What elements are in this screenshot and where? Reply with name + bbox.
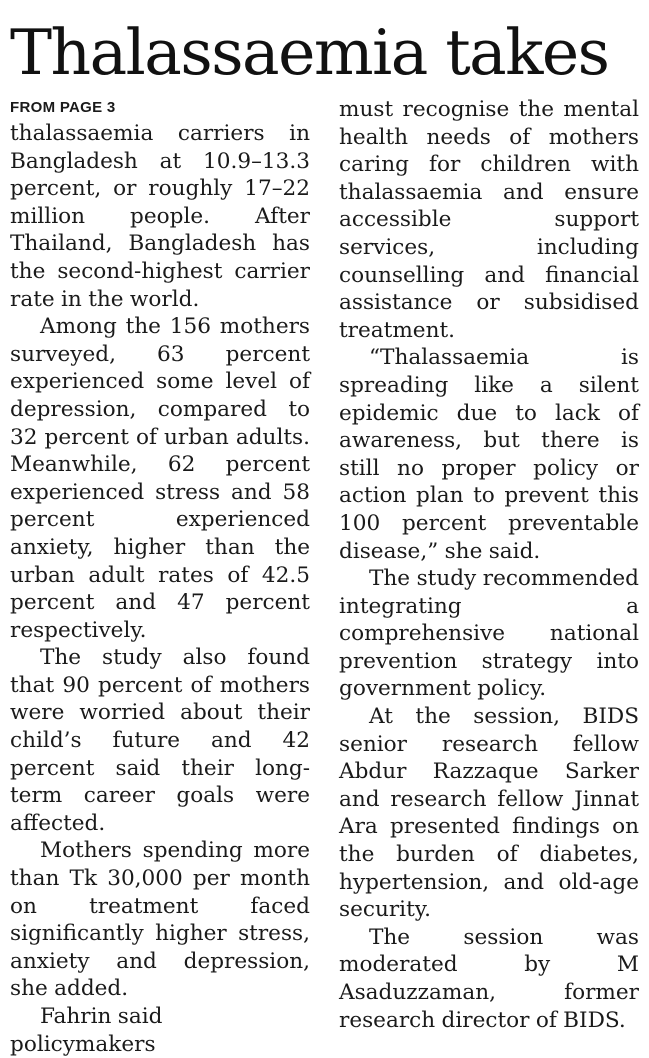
right-column: [339, 96, 639, 1034]
body-paragraph: Fahrin said policymakers: [10, 1004, 163, 1057]
continuation-kicker: FROM PAGE 3: [10, 99, 116, 116]
body-paragraph: The study also found that 90 percent of mothers were worried about their child’s future and 42 percent said their long-term career goals were affected.: [10, 645, 310, 836]
body-paragraph: thalassaemia carriers in Bangladesh at 10.9–13.3 percent, or roughly 17–22 million people. After Thailand, Bangladesh has the second-highest carrier rate in the world.: [10, 121, 310, 312]
body-paragraph: Mothers spending more than Tk 30,000 per month on treatment faced significantly higher stress, anxiety and depression, she added.: [10, 838, 310, 1002]
headline: Thalassaemia takes: [10, 16, 609, 89]
body-paragraph: The study recommended integrating a comprehensive national prevention strategy into government policy.: [339, 566, 639, 702]
left-column: [10, 96, 310, 1058]
body-paragraph: “Thalassaemia is spreading like a silent epidemic due to lack of awareness, but there is still no proper policy or action plan to prevent this 100 percent preventable disease,” she said.: [339, 345, 639, 564]
body-paragraph: must recognise the mental health needs of mothers caring for children with thalassaemia and ensure accessible support services, including counselling and financial assistance or subsidised treatment.: [339, 97, 639, 343]
body-paragraph: The session was moderated by M Asaduzzaman, former research director of BIDS.: [339, 924, 639, 1033]
body-paragraph: Among the 156 mothers surveyed, 63 percent experienced some level of depression, compared to 32 percent of urban adults. Meanwhile, 62 percent experienced stress and 58 percent experienced anxiety, higher than the urban adult rates of 42.5 percent and 47 percent respectively.: [10, 314, 310, 643]
body-paragraph: At the session, BIDS senior research fellow Abdur Razzaque Sarker and research fellow Jinnat Ara presented findings on the burden of diabetes, hypertension, and old-age security.: [339, 704, 639, 923]
